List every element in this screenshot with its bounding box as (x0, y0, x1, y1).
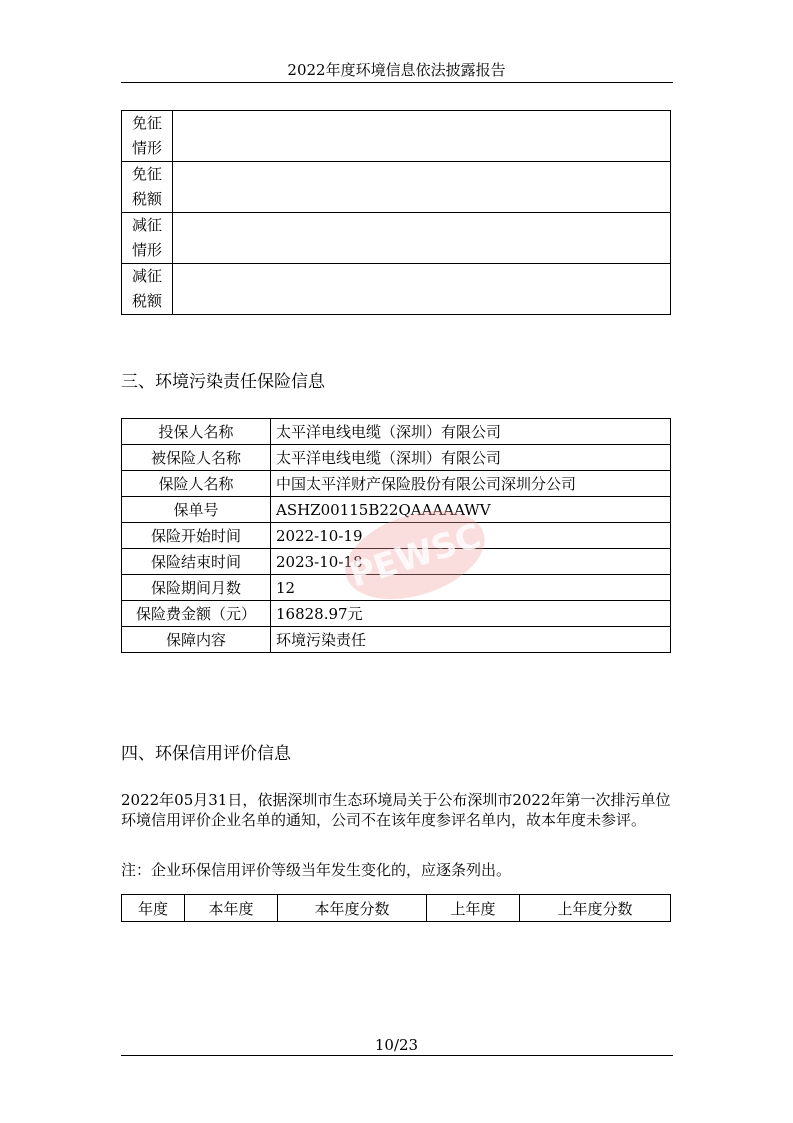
credit-header-last-year-score: 上年度分数 (520, 895, 671, 922)
insurance-value: 12 (271, 575, 671, 601)
insurance-key: 保障内容 (122, 627, 271, 653)
table-row (122, 445, 671, 471)
tax-value (173, 111, 671, 162)
credit-header-year: 年度 (122, 895, 185, 922)
insurance-value: 中国太平洋财产保险股份有限公司深圳分公司 (271, 471, 671, 497)
insurance-key: 保单号 (122, 497, 271, 523)
credit-header-this-year: 本年度 (185, 895, 278, 922)
insurance-value: 太平洋电线电缆（深圳）有限公司 (271, 445, 671, 471)
insurance-key: 保险开始时间 (122, 523, 271, 549)
tax-label-reduce-amount: 减征 税额 (122, 264, 173, 315)
credit-paragraph: 2022年05月31日，依据深圳市生态环境局关于公布深圳市2022年第一次排污单位环境信用评价企业名单的通知，公司不在该年度参评名单内，故本年度未参评。 (121, 791, 671, 829)
table-row (122, 549, 671, 575)
tax-value (173, 162, 671, 213)
insurance-value: 16828.97元 (271, 601, 671, 627)
insurance-key: 保险期间月数 (122, 575, 271, 601)
credit-header-this-year-score: 本年度分数 (278, 895, 427, 922)
credit-note: 注：企业环保信用评价等级当年发生变化的，应逐条列出。 (121, 861, 512, 879)
tax-label-reduce-case: 减征 情形 (122, 213, 173, 264)
tax-label-exempt-amount: 免征 税额 (122, 162, 173, 213)
insurance-value: 2023-10-18 (271, 549, 671, 575)
credit-header-last-year: 上年度 (427, 895, 520, 922)
insurance-key: 保险费金额（元） (122, 601, 271, 627)
insurance-key: 保险人名称 (122, 471, 271, 497)
insurance-value: 太平洋电线电缆（深圳）有限公司 (271, 419, 671, 445)
table-row (122, 419, 671, 445)
insurance-key: 被保险人名称 (122, 445, 271, 471)
page-number: 10/23 (374, 1036, 419, 1054)
table-row (122, 213, 671, 264)
header-title: 2022年度环境信息依法披露报告 (287, 61, 506, 79)
tax-value (173, 264, 671, 315)
footer-rule (121, 1055, 673, 1056)
tax-reduction-table (121, 110, 671, 315)
section4-title: 四、环保信用评价信息 (121, 744, 291, 764)
table-row (122, 162, 671, 213)
section3-title: 三、环境污染责任保险信息 (121, 372, 325, 392)
insurance-value: ASHZ00115B22QAAAAAWV (271, 497, 671, 523)
tax-label-exempt-case: 免征 情形 (122, 111, 173, 162)
credit-rating-table (121, 894, 671, 922)
table-row (122, 497, 671, 523)
table-row (122, 575, 671, 601)
table-row (122, 471, 671, 497)
table-row (122, 111, 671, 162)
insurance-value: 环境污染责任 (271, 627, 671, 653)
insurance-key: 投保人名称 (122, 419, 271, 445)
insurance-key: 保险结束时间 (122, 549, 271, 575)
table-row (122, 895, 671, 922)
watermark-text: PEWSC (344, 516, 486, 596)
table-row (122, 264, 671, 315)
insurance-value: 2022-10-19 (271, 523, 671, 549)
tax-value (173, 213, 671, 264)
table-row (122, 601, 671, 627)
table-row (122, 523, 671, 549)
insurance-table (121, 418, 671, 653)
header-rule (121, 82, 673, 83)
table-row (122, 627, 671, 653)
